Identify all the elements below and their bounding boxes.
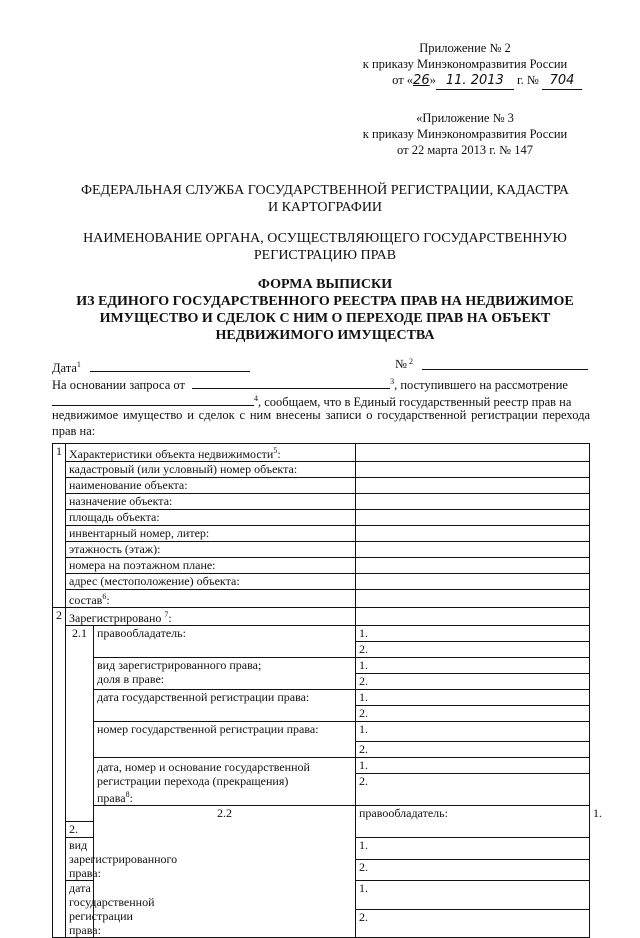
annex-2-date-prefix: от «	[392, 73, 414, 87]
section-2-number: 2	[53, 608, 66, 938]
value-2[interactable]: 2.	[356, 909, 590, 938]
request-suffix: , поступившего на рассмотрение	[394, 378, 568, 393]
agency-line-2: И КАРТОГРАФИИ	[267, 200, 383, 215]
holder-label: правообладатель:	[94, 626, 356, 658]
right-type-label: вид зарегистрированного права:	[66, 838, 94, 881]
form-title	[40, 276, 610, 344]
table-row	[53, 510, 590, 526]
annex-3-block	[340, 110, 590, 158]
value-2[interactable]: 2.	[356, 773, 590, 805]
row-label: кадастровый (или условный) номер объекта:	[66, 462, 356, 478]
row-label: наименование объекта:	[66, 478, 356, 494]
row-label: этажность (этаж):	[66, 542, 356, 558]
section-1-value[interactable]	[356, 444, 590, 462]
right-type-label	[94, 658, 356, 690]
table-row	[53, 722, 590, 742]
table-row	[53, 478, 590, 494]
section-2-value[interactable]	[356, 608, 590, 626]
table-row	[53, 558, 590, 574]
share-text: доля в праве:	[97, 672, 165, 686]
reg-date-label: дата государственной регистрации права:	[66, 881, 94, 938]
annex-2-date-line	[340, 72, 590, 90]
table-row	[53, 690, 590, 706]
section-2-title-text: Зарегистрировано	[69, 611, 162, 625]
transfer-text-3-wrap: права$^8$:	[97, 790, 133, 805]
form-title-line-1: ФОРМА ВЫПИСКИ	[257, 277, 393, 292]
value-2[interactable]: 2.	[356, 642, 590, 658]
right-type-text: вид зарегистрированного права;	[97, 658, 262, 672]
row-value[interactable]	[356, 478, 590, 494]
section-1-title: Характеристики объекта недвижимости$^5$:	[66, 444, 356, 462]
annex-3-title: «Приложение № 3	[416, 111, 514, 125]
table-row	[53, 494, 590, 510]
table-row	[53, 626, 590, 642]
number-field[interactable]	[422, 357, 588, 370]
annex-3-date: от 22 марта 2013 г. № 147	[397, 143, 533, 157]
row-value[interactable]	[356, 462, 590, 478]
table-row: 2.2 правообладатель: 1.	[53, 806, 590, 822]
row-value[interactable]	[356, 542, 590, 558]
intro-paragraph: недвижимое имущество и сделок с ним внесены записи о государственной регистрации перехода прав на:	[52, 408, 590, 438]
agency-heading	[40, 182, 610, 216]
registry-footnote: 4	[254, 394, 258, 403]
transfer-label	[94, 758, 356, 806]
number-footnote: 2	[409, 357, 413, 366]
date-label: Дата	[52, 361, 77, 376]
organ-line-2: РЕГИСТРАЦИЮ ПРАВ	[253, 248, 397, 263]
reg-date-label: дата государственной регистрации права:	[94, 690, 356, 722]
subsection-2-2-number: 2.2	[94, 806, 356, 938]
annex-2-title: Приложение № 2	[419, 41, 511, 55]
form-title-line-4: НЕДВИЖИМОГО ИМУЩЕСТВА	[215, 328, 435, 343]
annex-2-date-rest: 11. 2013	[436, 73, 514, 90]
value-2[interactable]: 2.	[356, 742, 590, 758]
section-1-footnote: 5	[273, 446, 278, 455]
registry-text: , сообщаем, что в Единый государственный реестр прав на	[258, 395, 572, 410]
table-row	[53, 574, 590, 590]
table-row	[53, 542, 590, 558]
table-row	[53, 658, 590, 674]
table-row	[53, 462, 590, 478]
row-label: площадь объекта:	[66, 510, 356, 526]
section-2-title: Зарегистрировано $^7$:	[66, 608, 356, 626]
annex-2-order: к приказу Минэкономразвития России	[362, 57, 568, 71]
request-date-field[interactable]	[192, 376, 390, 389]
transfer-text-2: регистрации перехода (прекращения)	[97, 774, 289, 788]
row-label: назначение объекта:	[66, 494, 356, 510]
agency-line-1: ФЕДЕРАЛЬНАЯ СЛУЖБА ГОСУДАРСТВЕННОЙ РЕГИСТРАЦИИ, КАДАСТРА	[80, 183, 570, 198]
value-1[interactable]: 1.	[356, 758, 590, 774]
annex-3-order: к приказу Минэкономразвития России	[362, 127, 568, 141]
transfer-footnote: 8	[125, 790, 130, 799]
subsection-2-1-number: 2.1	[66, 626, 94, 822]
composition-footnote: 6	[102, 592, 107, 601]
annex-2-block	[340, 40, 590, 90]
value-1[interactable]: 1.	[356, 881, 590, 910]
date-footnote: 1	[76, 360, 81, 369]
row-value[interactable]	[356, 590, 590, 608]
table-row	[53, 590, 590, 608]
value-1[interactable]: 1.	[356, 690, 590, 706]
table-row	[53, 608, 590, 626]
row-label: инвентарный номер, литер:	[66, 526, 356, 542]
row-label-composition: состав$^6$:	[66, 590, 356, 608]
row-value[interactable]	[356, 510, 590, 526]
row-value[interactable]	[356, 574, 590, 590]
row-value[interactable]	[356, 494, 590, 510]
annex-2-number: 704	[542, 73, 582, 90]
organ-line-1: НАИМЕНОВАНИЕ ОРГАНА, ОСУЩЕСТВЛЯЮЩЕГО ГОСУДАРСТВЕННУЮ	[83, 231, 567, 246]
registry-field[interactable]	[52, 393, 254, 406]
value-2[interactable]: 2.	[66, 822, 94, 838]
value-1[interactable]: 1.	[356, 626, 590, 642]
value-2[interactable]: 2.	[356, 674, 590, 690]
form-title-line-3: ИМУЩЕСТВО И СДЕЛОК С НИМ О ПЕРЕХОДЕ ПРАВ НА ОБЪЕКТ	[99, 311, 551, 326]
transfer-text-1: дата, номер и основание государственной	[97, 760, 310, 774]
value-1[interactable]: 1.	[356, 838, 590, 860]
section-2-footnote: 7	[164, 610, 169, 619]
composition-text: состав	[69, 593, 103, 607]
form-title-line-2: ИЗ ЕДИНОГО ГОСУДАРСТВЕННОГО РЕЕСТРА ПРАВ НА НЕДВИЖИМОЕ	[76, 294, 574, 309]
value-2[interactable]: 2.	[356, 706, 590, 722]
table-row	[53, 758, 590, 774]
value-2[interactable]: 2.	[356, 859, 590, 881]
table-row	[53, 444, 590, 462]
row-value[interactable]	[356, 526, 590, 542]
request-prefix: На основании запроса от	[52, 378, 185, 393]
annex-2-date-day: 26	[413, 73, 430, 88]
section-1-number: 1	[53, 444, 66, 608]
date-field[interactable]	[90, 359, 250, 372]
row-label: номера на поэтажном плане:	[66, 558, 356, 574]
extract-table	[52, 443, 602, 938]
row-value[interactable]	[356, 558, 590, 574]
value-1[interactable]: 1.	[356, 722, 590, 742]
request-footnote: 3	[390, 377, 395, 386]
annex-2-number-prefix: г. №	[516, 73, 539, 87]
holder-label: правообладатель:	[356, 806, 590, 838]
number-label: №	[395, 357, 407, 371]
annex-2-date-mid: »	[429, 73, 436, 87]
transfer-text-3: права	[97, 791, 126, 805]
table-row	[53, 526, 590, 542]
reg-number-label: номер государственной регистрации права:	[94, 722, 356, 758]
value-1[interactable]: 1.	[356, 658, 590, 674]
organ-heading	[40, 230, 610, 264]
section-1-title-text: Характеристики объекта недвижимости	[69, 447, 274, 461]
row-label: адрес (местоположение) объекта:	[66, 574, 356, 590]
